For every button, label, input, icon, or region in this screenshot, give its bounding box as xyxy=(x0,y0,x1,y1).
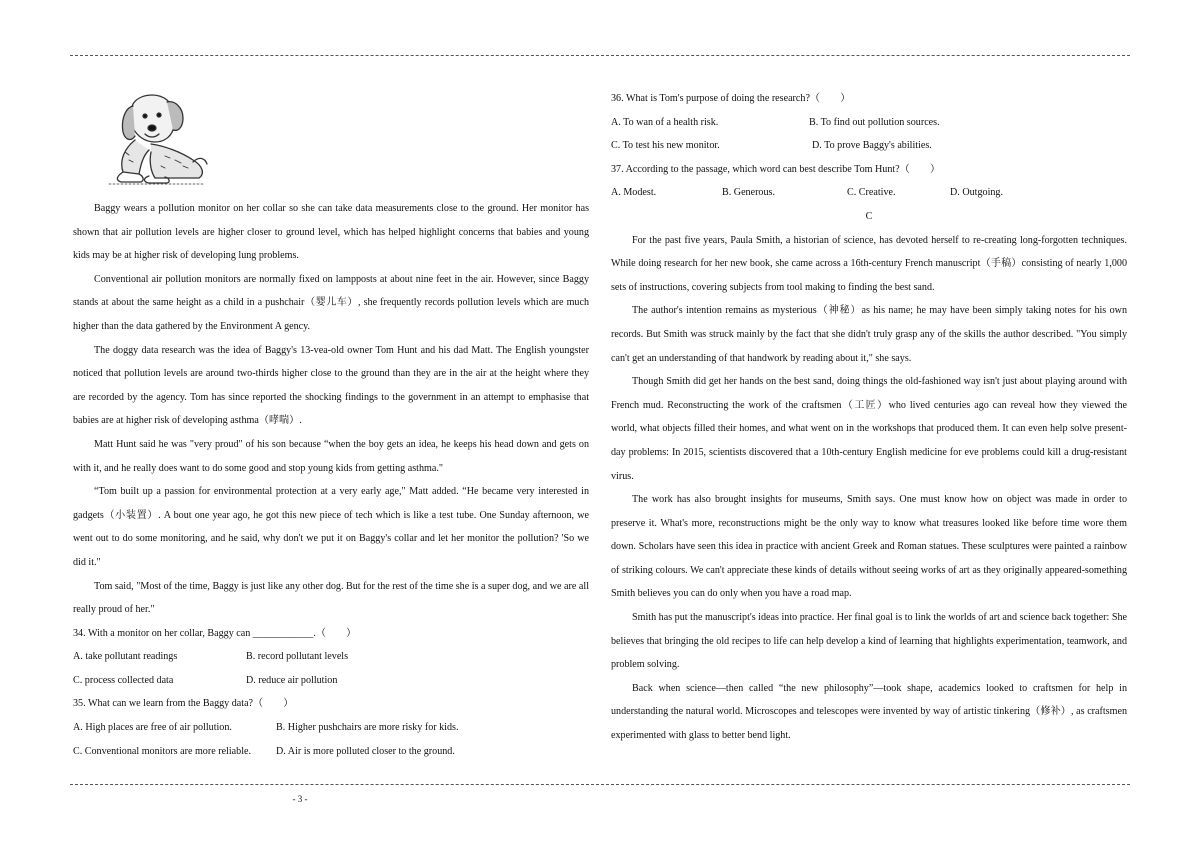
question-34-options-row xyxy=(73,669,589,693)
question-36-options-row xyxy=(611,134,1127,158)
option-a: A. Modest. xyxy=(611,187,657,199)
right-column xyxy=(611,87,1127,748)
question-35-stem: 35. What can we learn from the Baggy data?（ ） xyxy=(73,698,294,710)
passage-paragraph: Though Smith did get her hands on the best sand, doing things the old-fashioned way isn't just about playing around with French mud. Reconstructing the work of the craftsmen（工匠）who lived centuries ago can reveal how they viewed the world, what objects filled their homes, and what went on in the workshops that produced them. It can even help solve present-day problems: In 2015, scientists discovered that a 10th-century English medicine for eve problems could kill a drug-resistant virus. xyxy=(611,376,1127,482)
passage-paragraph: Conventional air pollution monitors are normally fixed on lampposts at about nine feet in the air. However, since Baggy stands at about the same height as a child in a pushchair（婴儿车）, she frequently records pollution levels which are much higher than the data gathered by the Environment A gency. xyxy=(73,273,589,332)
passage-paragraph: The author's intention remains as mysterious（神秘）as his name; he may have been simply taking notes for his own records. But Smith was struck mainly by the fact that she didn't truly grasp any of the skills the author described. "You simply can't get an understanding of that handwork by reading about it," she says. xyxy=(611,305,1127,364)
page-number: - 3 - xyxy=(292,794,308,804)
option-c: C. To test his new monitor. xyxy=(611,140,720,152)
question-34-stem: 34. With a monitor on her collar, Baggy can ____________.（ ） xyxy=(73,627,357,639)
passage-paragraph: The work has also brought insights for museums, Smith says. One must know how on object was made in order to preserve it. What's more, reconstructions might be the only way to know what treasures looked like before time wore them down. Scholars have seen this idea in practice with ancient Greek and Roman statues. These sculptures were painted a rainbow of striking colours. We can't appreciate these kinds of details without seeing works of art as they originally appeared-something Smith believes you can do only when you have a road map. xyxy=(611,494,1127,600)
question-37-options-row xyxy=(611,181,1127,205)
option-b: B. record pollutant levels xyxy=(246,651,349,663)
passage-paragraph: “Tom built up a passion for environmental protection at a very early age," Matt added. “He became very interested in gadgets（小装置）. A bout one year ago, he got this new piece of tech which is like a test tube. One Sunday afternoon, we went out to do some monitoring, and he said, why don't we put it on Baggy's collar and let her monitor the pollution? 'So we did it." xyxy=(73,486,589,568)
question-35-options-row xyxy=(73,716,589,740)
question-37-stem: 37. According to the passage, which word can best describe Tom Hunt?（ ） xyxy=(611,163,941,175)
option-d: D. Outgoing. xyxy=(950,187,1003,199)
question-36-stem: 36. What is Tom's purpose of doing the research?（ ） xyxy=(611,93,851,104)
passage-paragraph: Smith has put the manuscript's ideas into practice. Her final goal is to link the worlds of art and science back together: She believes that bringing the old recipes to life can help develop a kind of learning that highlights experimentation, teamwork, and problem solving. xyxy=(611,612,1127,671)
section-heading: C xyxy=(865,210,873,222)
left-column xyxy=(73,197,589,763)
option-c: C. process collected data xyxy=(73,674,174,686)
top-dashed-rule xyxy=(70,55,1130,56)
passage-paragraph: Baggy wears a pollution monitor on her collar so she can take data measurements close to the ground. Her monitor has shown that air pollution levels are higher closer to ground level, which has helped highlight concerns that babies and young kids may be at higher risk of developing lung problems. xyxy=(73,203,589,262)
dog-illustration xyxy=(95,90,213,186)
question-34-options-row xyxy=(73,645,589,669)
passage-paragraph: Tom said, "Most of the time, Baggy is just like any other dog. But for the rest of the time she is a super dog, and we are all really proud of her." xyxy=(73,580,589,616)
option-b: B. To find out pollution sources. xyxy=(809,116,940,128)
passage-paragraph: Back when science—then called “the new philosophy”—took shape, academics looked to craftsmen for help in understanding the natural world. Microscopes and telescopes were invented by way of artistic tinkering（修补）, as craftsmen experimented with glass to better bend light. xyxy=(611,682,1127,742)
option-a: A. To wan of a health risk. xyxy=(611,116,719,128)
passage-paragraph: The doggy data research was the idea of Baggy's 13-vea-old owner Tom Hunt and his dad Matt. The English youngster noticed that pollution levels are around two-thirds higher close to the ground than they are in the air at the height where they are recorded by the agency. Tom has since reported the shocking findings to the government in an attempt to emphasise that babies are at higher risk of developing asthma（哮喘）. xyxy=(73,344,589,427)
option-c: C. Creative. xyxy=(847,187,896,199)
question-35-options-row xyxy=(73,740,589,764)
option-a: A. take pollutant readings xyxy=(73,651,178,663)
option-b: B. Generous. xyxy=(722,187,775,199)
option-d: D. reduce air pollution xyxy=(246,674,338,686)
bottom-dashed-rule xyxy=(70,784,1130,785)
passage-paragraph: Matt Hunt said he was "very proud" of his son because “when the boy gets an idea, he keeps his head down and gets on with it, and he really does want to do some good and stop young kids from getting asthma." xyxy=(73,438,589,474)
option-d: D. To prove Baggy's abilities. xyxy=(812,140,932,152)
passage-paragraph: For the past five years, Paula Smith, a historian of science, has devoted herself to re-creating long-forgotten techniques. While doing research for her new book, she came across a 16th-century French manuscript（手稿）consisting of nearly 1,000 sets of instructions, covering subjects from tool making to finding the best sand. xyxy=(611,234,1127,293)
option-a: A. High places are free of air pollution. xyxy=(73,722,232,734)
option-d: D. Air is more polluted closer to the ground. xyxy=(276,745,455,757)
option-b: B. Higher pushchairs are more risky for kids. xyxy=(276,722,459,734)
question-36-options-row xyxy=(611,111,1127,135)
option-c: C. Conventional monitors are more reliable. xyxy=(73,745,251,757)
